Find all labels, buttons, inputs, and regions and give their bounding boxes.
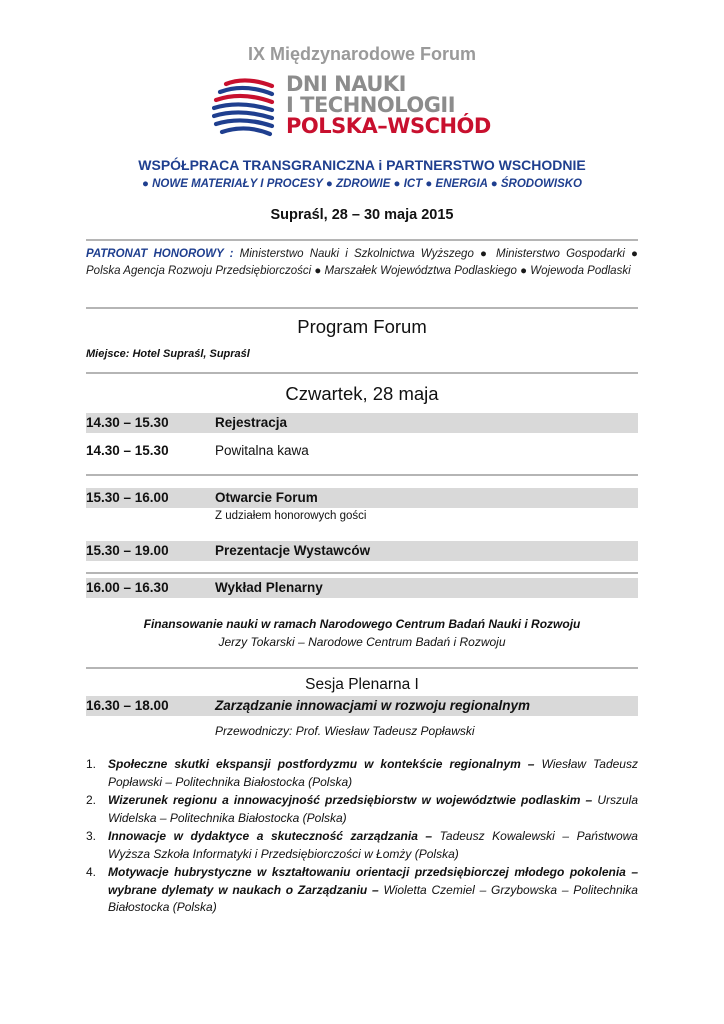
row-time: 14.30 – 15.30 bbox=[86, 415, 169, 430]
row-time: 14.30 – 15.30 bbox=[86, 443, 169, 458]
logo-wordmark bbox=[286, 74, 491, 137]
row-desc: Wykład Plenarny bbox=[215, 580, 323, 595]
logo-line-3: POLSKA–WSCHÓD bbox=[286, 114, 491, 138]
schedule-row bbox=[86, 488, 638, 508]
day-title: Czwartek, 28 maja bbox=[285, 383, 439, 404]
event-logo bbox=[212, 74, 512, 144]
row-time: 16.00 – 16.30 bbox=[86, 580, 169, 595]
schedule-row bbox=[86, 541, 638, 561]
session-title: Sesja Plenarna I bbox=[305, 676, 419, 693]
talk-author: Tadeusz Kowalewski – Państwowa Wyższa Szkoła Informatyki i Przedsiębiorczości w Łomży (Polska) bbox=[108, 829, 638, 861]
row-desc: Prezentacje Wystawców bbox=[215, 543, 371, 558]
talk-title: Innowacje w dydaktyce a skuteczność zarządzania – bbox=[108, 829, 433, 843]
session-row bbox=[86, 696, 638, 716]
list-item bbox=[86, 792, 638, 827]
row-time: 15.30 – 19.00 bbox=[86, 543, 169, 558]
row-time: 15.30 – 16.00 bbox=[86, 490, 169, 505]
row-desc: Rejestracja bbox=[215, 415, 288, 430]
list-item bbox=[86, 828, 638, 863]
venue: Miejsce: Hotel Supraśl, Supraśl bbox=[86, 348, 250, 360]
talk-number: 4. bbox=[86, 865, 97, 879]
list-item bbox=[86, 864, 638, 917]
forum-theme: WSPÓŁPRACA TRANSGRANICZNA i PARTNERSTWO WSCHODNIE bbox=[138, 157, 586, 173]
list-item bbox=[86, 756, 638, 791]
talk-author: Urszula Widelska – Politechnika Białostocka (Polska) bbox=[108, 793, 638, 825]
divider bbox=[86, 372, 638, 374]
patronage-text: Ministerstwo Nauki i Szkolnictwa Wyższego ● Ministerstwo Gospodarki ● Polska Agencja Rozwoju Przedsiębiorczości ● Marszałek Województwa Podlaskiego ● Wojewoda Podlaski bbox=[86, 248, 638, 277]
forum-topics: ● NOWE MATERIAŁY I PROCESY ● ZDROWIE ● ICT ● ENERGIA ● ŚRODOWISKO bbox=[141, 178, 583, 190]
talk-list bbox=[86, 756, 638, 918]
honorary-patronage bbox=[86, 246, 638, 280]
talk-number: 3. bbox=[86, 829, 97, 843]
schedule-row bbox=[86, 578, 638, 598]
session-topic: Zarządzanie innowacjami w rozwoju regionalnym bbox=[215, 698, 531, 713]
schedule-row bbox=[86, 441, 638, 461]
place-date: Supraśl, 28 – 30 maja 2015 bbox=[270, 207, 454, 223]
session-chair: Przewodniczy: Prof. Wiesław Tadeusz Popławski bbox=[215, 724, 475, 738]
schedule-row bbox=[86, 413, 638, 433]
row-desc: Otwarcie Forum bbox=[215, 490, 318, 505]
program-title: Program Forum bbox=[297, 316, 427, 337]
logo-line-2: I TECHNOLOGII bbox=[286, 93, 456, 117]
talk-number: 2. bbox=[86, 793, 97, 807]
talk-title: Społeczne skutki ekspansji postfordyzmu w kontekście regionalnym – bbox=[108, 757, 535, 771]
divider bbox=[86, 239, 638, 241]
talk-author: Wioletta Czemiel – Grzybowska – Politechnika Białostocka (Polska) bbox=[108, 882, 638, 914]
divider bbox=[86, 667, 638, 669]
row-desc: Powitalna kawa bbox=[215, 443, 309, 458]
session-time: 16.30 – 18.00 bbox=[86, 698, 169, 713]
divider bbox=[86, 307, 638, 309]
plenary-lecture-title: Finansowanie nauki w ramach Narodowego Centrum Badań Nauki i Rozwoju bbox=[143, 617, 581, 631]
plenary-lecture-speaker: Jerzy Tokarski – Narodowe Centrum Badań i Rozwoju bbox=[218, 635, 506, 649]
talk-number: 1. bbox=[86, 757, 97, 771]
forum-title: IX Międzynarodowe Forum bbox=[247, 44, 477, 64]
logo-stripes-icon bbox=[212, 78, 278, 140]
talk-author: Wiesław Tadeusz Popławski – Politechnika Białostocka (Polska) bbox=[108, 757, 638, 789]
talk-title: Motywacje hubrystyczne w kształtowaniu orientacji przedsiębiorczej młodego pokolenia – wybrane dylematy w naukach o Zarządzaniu – bbox=[108, 865, 638, 897]
talk-title: Wizerunek regionu a innowacyjność przedsiębiorstw w województwie podlaskim – bbox=[108, 793, 593, 807]
patronage-label: PATRONAT HONOROWY : bbox=[86, 248, 234, 260]
divider bbox=[86, 572, 638, 574]
row-subtitle: Z udziałem honorowych gości bbox=[215, 510, 367, 522]
divider bbox=[86, 474, 638, 476]
logo-line-1: DNI NAUKI bbox=[286, 72, 406, 96]
